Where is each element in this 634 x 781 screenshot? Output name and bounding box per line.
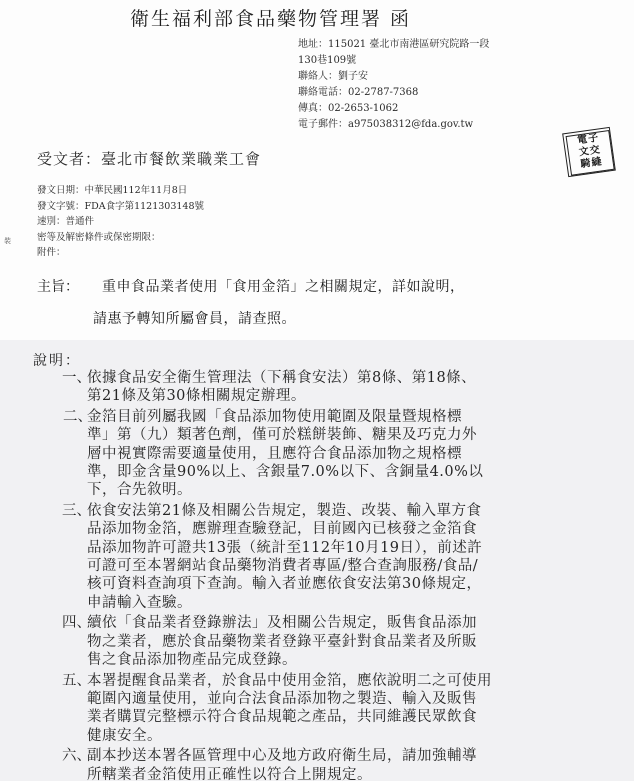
- item-line: 金箔目前列屬我國「食品添加物使用範圍及限量暨規格標: [87, 408, 462, 425]
- delivery-speed: 速別：普通件: [37, 216, 95, 227]
- item-line: 本署提醒食品業者，於食品中使用金箔，應依說明二之可使用: [87, 672, 492, 689]
- contact-block: [298, 37, 489, 133]
- item-line: 第21條及第30條相關規定辦理。: [87, 388, 306, 405]
- item-line: 物之業者，應於食品藥物業者登錄平臺針對食品業者及所販: [87, 633, 477, 650]
- item-line: 申請輸入查驗。: [87, 594, 192, 611]
- item-line: 品添加物金箔，應辦理查驗登記，目前國內已核發之金箔食: [87, 521, 477, 538]
- item-number: 一、: [62, 370, 91, 386]
- description-item: [0, 408, 634, 500]
- contact-email: 電子郵件：a975038312@fda.gov.tw: [298, 119, 474, 130]
- item-line: 準」第（九）類著色劑，僅可於糕餅裝飾、糖果及巧克力外: [87, 427, 477, 444]
- address-line-2: 130巷109號: [298, 55, 357, 66]
- subject-line-1: 重申食品業者使用「食用金箔」之相關規定，詳如說明，: [102, 279, 465, 295]
- item-line: 核可資料查詢項下查詢。輸入者並應依食安法第30條規定，: [87, 576, 482, 593]
- recipient: 受文者：臺北市餐飲業職業工會: [37, 150, 262, 168]
- address-line-1: 地址：115021 臺北市南港區研究院路一段: [298, 39, 490, 50]
- item-number: 五、: [62, 672, 91, 689]
- item-line: 依據食品安全衛生管理法（下稱食安法）第8條、第18條、: [87, 370, 477, 386]
- binding-margin-mark: 裝: [4, 237, 11, 245]
- contact-fax: 傳真：02-2653-1062: [298, 103, 399, 114]
- item-line: 範圍內適量使用，並向合法食品添加物之製造、輸入及販售: [87, 690, 477, 707]
- item-number: 六、: [62, 748, 91, 765]
- item-number: 四、: [62, 615, 91, 632]
- description-list: [0, 369, 634, 781]
- document-number: 發文字號：FDA食字第1121303148號: [37, 200, 205, 212]
- item-line: 依食安法第21條及相關公告規定，製造、改裝、輸入單方食: [87, 502, 482, 519]
- seam-stamp-text: [566, 130, 615, 176]
- description-label: 說明：: [33, 353, 81, 369]
- contact-phone: 聯絡電話：02-2787-7368: [298, 87, 419, 98]
- item-line: 健康安全。: [87, 727, 162, 744]
- attachment: 附件：: [37, 247, 66, 258]
- item-line: 所轄業者金箔使用正確性以符合上開規定。: [87, 766, 372, 781]
- item-line: 續依「食品業者登錄辦法」及相關公告規定，販售食品添加: [87, 615, 477, 632]
- subject-line-2: 請惠予轉知所屬會員，請查照。: [93, 311, 296, 327]
- contact-person: 聯絡人：劉子安: [298, 71, 368, 82]
- item-line: 副本抄送本署各區管理中心及地方政府衛生局，請加強輔導: [87, 748, 477, 765]
- item-line: 業者購買完整標示符合食品規範之產品，共同維護民眾飲食: [87, 709, 477, 726]
- item-line: 品添加物許可證共13張（統計至112年10月19日），前述許: [87, 539, 483, 556]
- seam-stamp: [562, 127, 616, 177]
- item-line: 可證可至本署網站食品藥物消費者專區/整合查詢服務/食品/: [87, 558, 479, 575]
- subject-label: 主旨：: [37, 279, 79, 295]
- description-item: [0, 672, 634, 746]
- stamp-line: 騎縫: [579, 156, 604, 171]
- description-item: [0, 502, 634, 612]
- item-number: 二、: [63, 408, 92, 425]
- item-number: 三、: [62, 502, 91, 519]
- item-line: 準，即金含量90%以上、含銀量7.0%以下、含銅量4.0%以: [87, 464, 484, 481]
- stamp-line: 電子: [576, 132, 600, 147]
- issue-date: 發文日期：中華民國112年11月8日: [37, 185, 188, 196]
- item-line: 層中視實際需要適量使用，且應符合食品添加物之規格標: [87, 445, 462, 462]
- description-item: [0, 369, 634, 406]
- item-line: 售之食品添加物產品完成登錄。: [87, 652, 297, 669]
- item-line: 下，合先敘明。: [87, 482, 192, 499]
- document-title: 衛生福利部食品藥物管理署 函: [130, 8, 412, 30]
- description-item: [0, 614, 634, 669]
- document-meta: [37, 183, 204, 261]
- description-item: [0, 747, 634, 781]
- classification: 密等及解密條件或保密期限：: [37, 231, 161, 243]
- stamp-line: 文交: [578, 144, 602, 159]
